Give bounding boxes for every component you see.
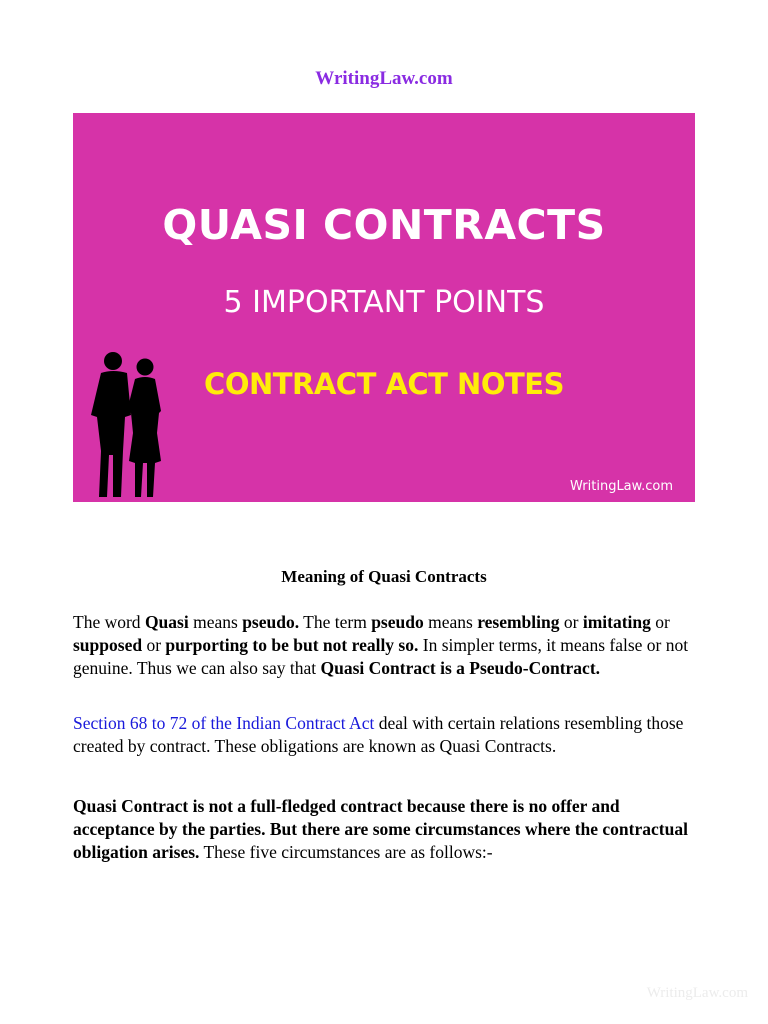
section-heading: Meaning of Quasi Contracts xyxy=(281,567,487,586)
banner-tagline: CONTRACT ACT NOTES xyxy=(204,367,564,401)
paragraph-section: Section 68 to 72 of the Indian Contract Act deal with certain relations resembling those created by contract. These obligations are known as Quasi Contracts. xyxy=(73,713,684,756)
contract-act-link[interactable]: Section 68 to 72 of the Indian Contract Act xyxy=(73,713,375,733)
banner-image xyxy=(73,113,695,502)
two-people-silhouette-icon xyxy=(89,351,175,497)
banner-watermark: WritingLaw.com xyxy=(570,479,673,494)
site-title[interactable]: WritingLaw.com xyxy=(315,68,453,89)
paragraph-circumstances: Quasi Contract is not a full-fledged contract because there is no offer and acceptance by the parties. But there are some circumstances where the contractual obligation arises. These five circumstances are as follows:- xyxy=(73,796,688,862)
footer-watermark: WritingLaw.com xyxy=(646,985,748,1001)
paragraph-meaning: The word Quasi means pseudo. The term pseudo means resembling or imitating or supposed or purporting to be but not really so. In simpler terms, it means false or not genuine. Thus we can also say that Quasi Contract is a Pseudo-Contract. xyxy=(73,612,689,678)
banner-title: QUASI CONTRACTS xyxy=(162,201,606,249)
banner-subtitle: 5 IMPORTANT POINTS xyxy=(223,285,545,320)
